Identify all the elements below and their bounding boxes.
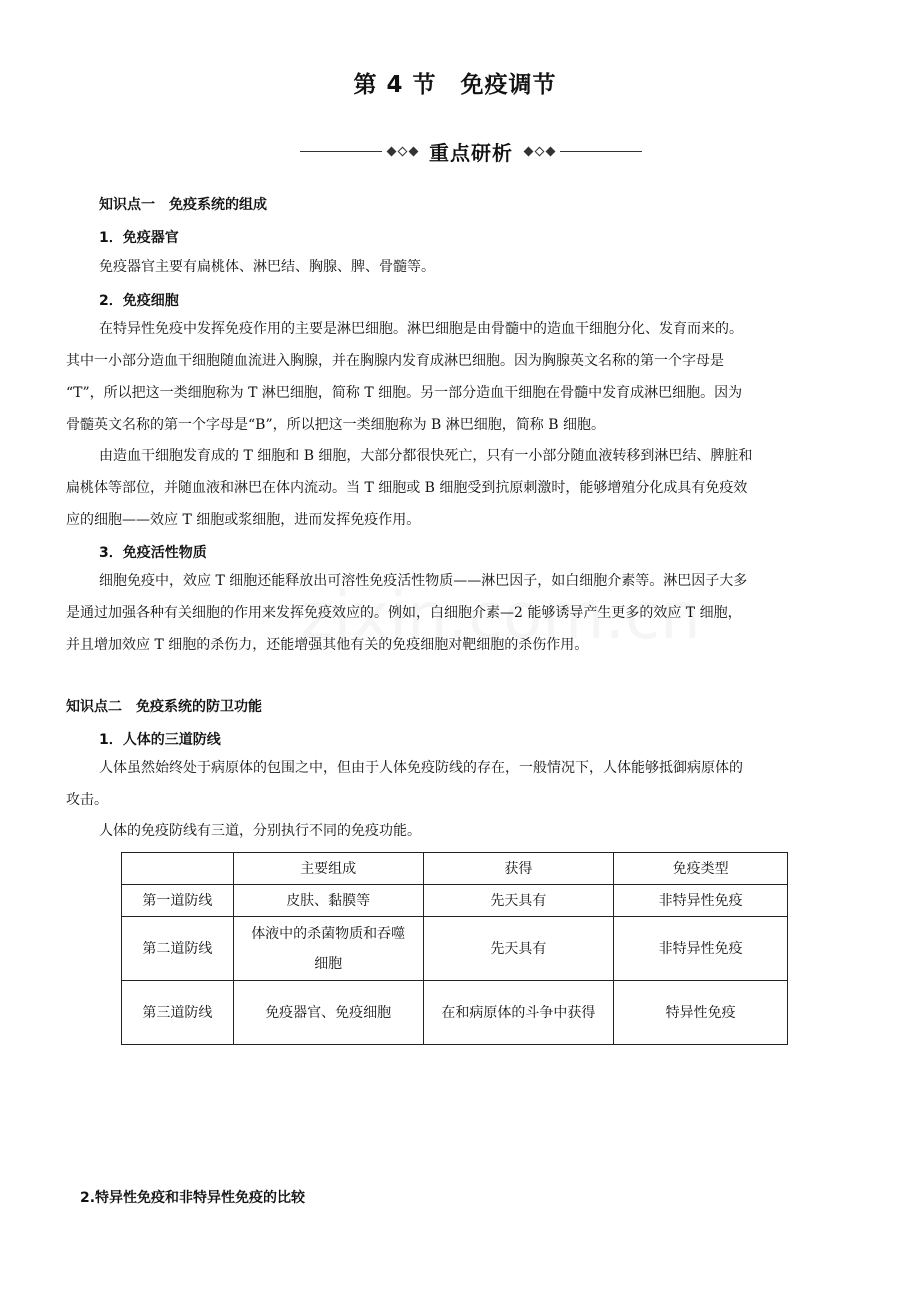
paragraph-line: 细胞免疫中，效应 T 细胞还能释放出可溶性免疫活性物质——淋巴因子，如白细胞介素等。淋巴因子大多: [99, 573, 748, 589]
table-cell: 第三道防线: [122, 981, 234, 1045]
table-header-cell: 获得: [423, 853, 614, 885]
section2-para2: 人体的免疫防线有三道，分别执行不同的免疫功能。: [99, 823, 421, 839]
paragraph-line: “T”，所以把这一类细胞称为 T 淋巴细胞，简称 T 细胞。另一部分造血干细胞在骨髓中发育成淋巴细胞。因为: [66, 385, 743, 401]
section-banner: [300, 136, 642, 166]
paragraph-line: 攻击。: [66, 792, 108, 808]
section1-sub1-text: 免疫器官主要有扁桃体、淋巴结、胸腺、脾、骨髓等。: [99, 259, 435, 275]
table-cell: 先天具有: [423, 885, 614, 917]
section1-para2: [66, 440, 844, 536]
table-header-cell: 免疫类型: [614, 853, 788, 885]
section2-heading: 知识点二 免疫系统的防卫功能: [66, 699, 262, 715]
section1-para3: [66, 565, 844, 661]
paragraph-line: 扁桃体等部位，并随血液和淋巴在体内流动。当 T 细胞或 B 细胞受到抗原刺激时，能够增殖分化成具有免疫效: [66, 480, 748, 496]
defense-lines-table: [121, 852, 788, 1045]
table-cell: 体液中的杀菌物质和吞噬细胞: [233, 917, 423, 981]
table-cell: 先天具有: [423, 917, 614, 981]
paragraph-line: 人体虽然始终处于病原体的包围之中，但由于人体免疫防线的存在，一般情况下，人体能够抵御病原体的: [99, 760, 743, 776]
table-cell: 第二道防线: [122, 917, 234, 981]
banner-label: 重点研析: [429, 140, 513, 165]
banner-ornament-left: [386, 148, 419, 155]
section2-para1: [66, 752, 844, 816]
table-cell: 免疫器官、免疫细胞: [233, 981, 423, 1045]
table-cell: 皮肤、黏膜等: [233, 885, 423, 917]
paragraph-line: 在特异性免疫中发挥免疫作用的主要是淋巴细胞。淋巴细胞是由骨髓中的造血干细胞分化、发育而来的。: [99, 321, 743, 337]
section1-heading: 知识点一 免疫系统的组成: [99, 197, 267, 213]
paragraph-line: 应的细胞——效应 T 细胞或浆细胞，进而发挥免疫作用。: [66, 512, 421, 528]
table-cell: 非特异性免疫: [614, 885, 788, 917]
table-row: [122, 917, 788, 981]
table-header-cell: 主要组成: [233, 853, 423, 885]
section2-sub2: 2.特异性免疫和非特异性免疫的比较: [80, 1190, 306, 1206]
paragraph-line: 其中一小部分造血干细胞随血流进入胸腺，并在胸腺内发育成淋巴细胞。因为胸腺英文名称的第一个字母是: [66, 353, 724, 369]
page-title: 第 4 节 免疫调节: [353, 72, 557, 98]
paragraph-line: 是通过加强各种有关细胞的作用来发挥免疫效应的。例如，白细胞介素—2 能够诱导产生更多的效应 T 细胞，: [66, 605, 742, 621]
paragraph-line: 由造血干细胞发育成的 T 细胞和 B 细胞，大部分都很快死亡，只有一小部分随血液转移到淋巴结、脾脏和: [99, 448, 753, 464]
section1-sub2: 2．免疫细胞: [99, 293, 179, 309]
table-header-row: [122, 853, 788, 885]
paragraph-line: 并且增加效应 T 细胞的杀伤力，还能增强其他有关的免疫细胞对靶细胞的杀伤作用。: [66, 637, 589, 653]
paragraph-line: 骨髓英文名称的第一个字母是“B”，所以把这一类细胞称为 B 淋巴细胞，简称 B 细胞。: [66, 417, 605, 433]
section1-para1: [66, 313, 844, 441]
section1-sub1: 1．免疫器官: [99, 230, 179, 246]
banner-ornament-right: [523, 148, 556, 155]
table-row: [122, 981, 788, 1045]
table-header-cell: [122, 853, 234, 885]
table-cell: 非特异性免疫: [614, 917, 788, 981]
table-row: [122, 885, 788, 917]
banner-line-left: [300, 151, 382, 152]
table-cell: 在和病原体的斗争中获得: [423, 981, 614, 1045]
banner-line-right: [560, 151, 642, 152]
table-cell: 第一道防线: [122, 885, 234, 917]
section1-sub3: 3．免疫活性物质: [99, 545, 207, 561]
table-cell: 特异性免疫: [614, 981, 788, 1045]
section2-sub1: 1．人体的三道防线: [99, 732, 221, 748]
